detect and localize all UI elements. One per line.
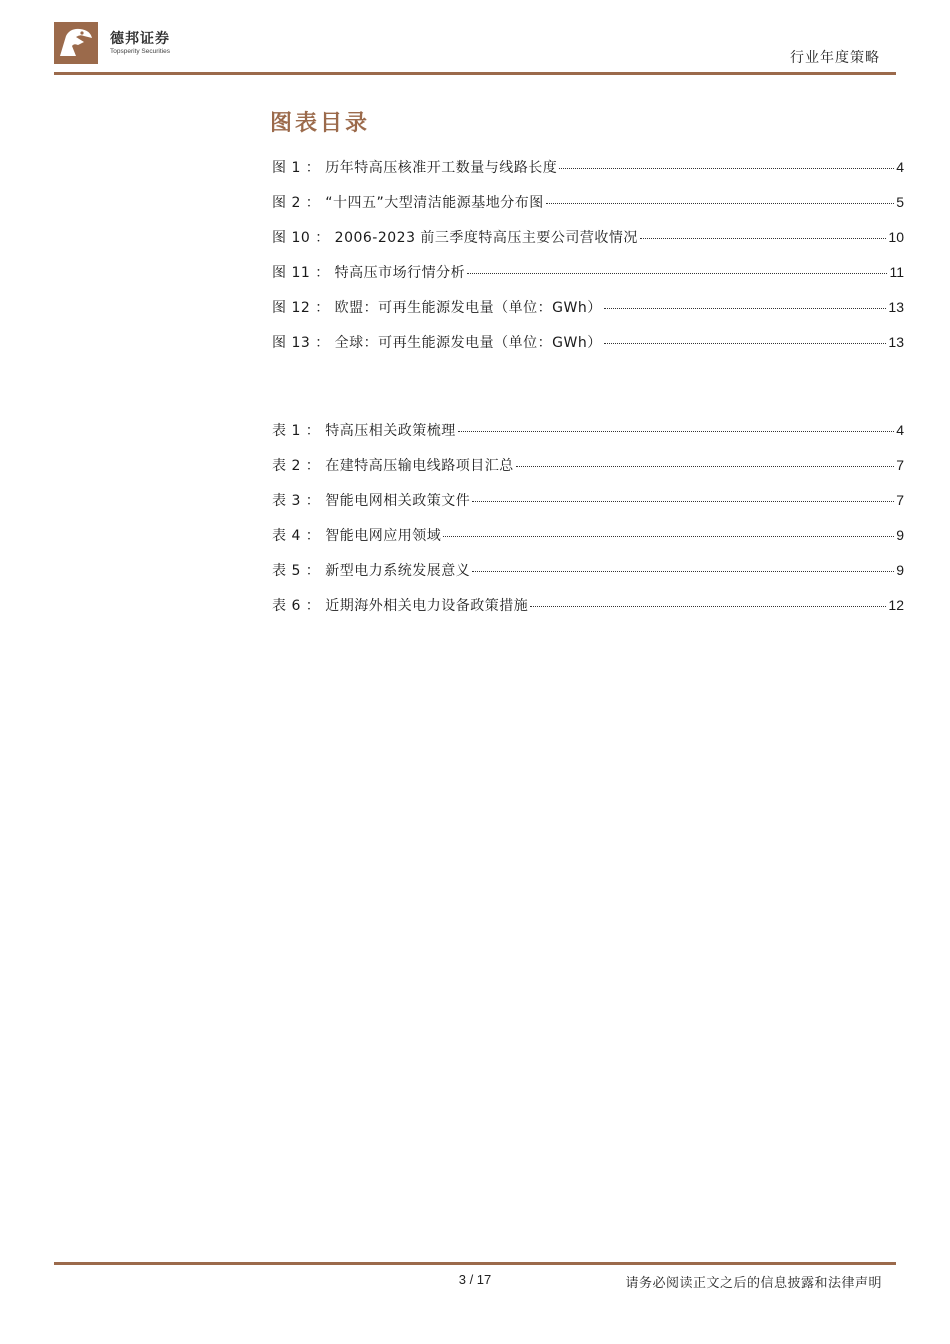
toc-entry-label: 表 3 ： 智能电网相关政策文件	[272, 493, 471, 509]
toc-entry[interactable]	[272, 262, 904, 297]
toc-leader-dots	[458, 431, 894, 432]
toc-entry-label: 图 1 ： 历年特高压核准开工数量与线路长度	[272, 160, 558, 176]
toc-entry-label: 表 2 ： 在建特高压输电线路项目汇总	[272, 458, 514, 474]
toc-leader-dots	[604, 343, 887, 344]
toc-entry-label: 表 1 ： 特高压相关政策梳理	[272, 423, 456, 439]
page-header	[0, 0, 950, 80]
toc-entry-label: 表 6 ： 近期海外相关电力设备政策措施	[272, 598, 529, 614]
company-name-cn: 德邦证券	[110, 31, 170, 47]
toc-entry-page: 13	[888, 299, 904, 315]
toc-entry[interactable]	[272, 157, 904, 192]
toc-entry-label: 图 10 ： 2006-2023 前三季度特高压主要公司营收情况	[272, 230, 638, 246]
tables-toc	[272, 420, 904, 630]
toc-entry-page: 7	[896, 492, 904, 508]
toc-entry-page: 9	[896, 562, 904, 578]
toc-leader-dots	[604, 308, 887, 309]
report-type: 行业年度策略	[790, 50, 880, 66]
page-number: 3 / 17	[458, 1272, 492, 1287]
toc-leader-dots	[443, 536, 894, 537]
toc-entry[interactable]	[272, 297, 904, 332]
toc-entry[interactable]	[272, 525, 904, 560]
footer-divider	[54, 1262, 896, 1265]
toc-entry-label: 表 5 ： 新型电力系统发展意义	[272, 563, 471, 579]
toc-entry-page: 7	[896, 457, 904, 473]
toc-entry-page: 4	[896, 422, 904, 438]
toc-entry[interactable]	[272, 420, 904, 455]
toc-entry[interactable]	[272, 455, 904, 490]
toc-leader-dots	[467, 273, 887, 274]
toc-leader-dots	[472, 501, 894, 502]
toc-entry[interactable]	[272, 227, 904, 262]
toc-leader-dots	[472, 571, 894, 572]
company-logo	[54, 22, 184, 64]
figures-toc	[272, 157, 904, 367]
header-divider	[54, 72, 896, 75]
toc-entry[interactable]	[272, 490, 904, 525]
toc-leader-dots	[559, 168, 894, 169]
toc-entry-label: 图 13 ： 全球：可再生能源发电量（单位：GWh）	[272, 335, 602, 351]
toc-entry-page: 11	[889, 264, 904, 280]
toc-entry-page: 12	[888, 597, 904, 613]
toc-entry[interactable]	[272, 192, 904, 227]
toc-entry-page: 5	[896, 194, 904, 210]
toc-entry-page: 13	[888, 334, 904, 350]
toc-entry[interactable]	[272, 595, 904, 630]
toc-entry-page: 9	[896, 527, 904, 543]
section-title: 图表目录	[270, 111, 371, 136]
toc-leader-dots	[516, 466, 894, 467]
toc-entry-label: 图 11 ： 特高压市场行情分析	[272, 265, 466, 281]
legal-disclaimer: 请务必阅读正文之后的信息披露和法律声明	[625, 1276, 882, 1291]
toc-entry-label: 图 2 ： “十四五”大型清洁能源基地分布图	[272, 195, 544, 211]
toc-leader-dots	[530, 606, 886, 607]
company-logo-icon	[54, 22, 98, 64]
toc-entry-label: 表 4 ： 智能电网应用领域	[272, 528, 442, 544]
company-name-en: Topsperity Securities	[110, 48, 170, 55]
toc-entry-label: 图 12 ： 欧盟：可再生能源发电量（单位：GWh）	[272, 300, 602, 316]
toc-entry-page: 4	[896, 159, 904, 175]
toc-leader-dots	[640, 238, 886, 239]
toc-entry[interactable]	[272, 560, 904, 595]
toc-leader-dots	[546, 203, 894, 204]
toc-entry-page: 10	[888, 229, 904, 245]
toc-entry[interactable]	[272, 332, 904, 367]
